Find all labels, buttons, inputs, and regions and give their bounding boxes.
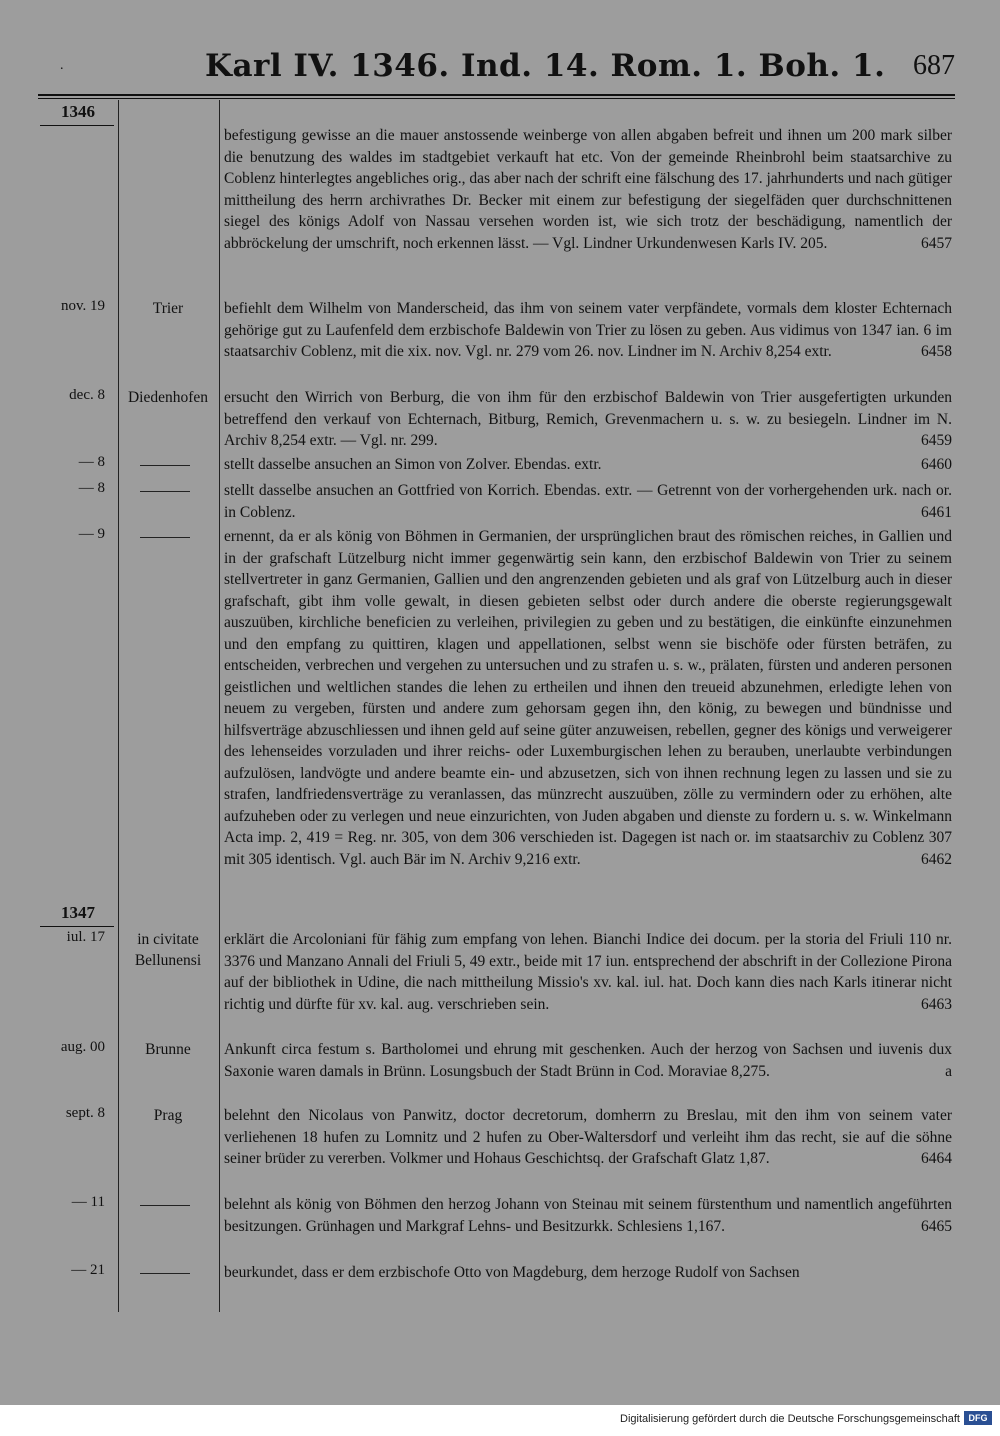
entry-text [224,125,952,254]
entry-place: Brunne [145,1041,191,1058]
entry-text [224,1105,952,1170]
entry-place: Trier [152,300,184,317]
entry-body: erklärt die Arcoloniani für fähig zum empfang von lehen. Bianchi Indice dei docum. per la storia del Friuli 110 nr. 3376 und Manzano Annali del Friuli 5, 49 extr., beide mit 17 iun. entsprechend der abschrift in der Collezione Pirona auf der bibliothek in Udine, die nach mittheilung Missio's xv. kal. iul. hat. Doch kann dies nach Karls itinerar nicht richtig und dürfte für xv. kal. aug. verschrieben sein. [224,931,952,1013]
entry-text [224,454,952,476]
header-rule-thin [38,98,955,99]
entry-body: stellt dasselbe ansuchen an Gottfried von Korrich. Ebendas. extr. — Getrennt von der vorhergehenden urk. nach or. in Coblenz. [224,482,952,521]
entry-text [224,298,952,363]
entry-number: 6459 [921,432,952,449]
entry-body: befestigung gewisse an die mauer anstossende weinberge von allen abgaben befreit und ihnen um 200 mark silber die benutzung des waldes im stadtgebiet verkauft hat etc. Von der gemeinde Rheinbrohl beim staatsarchive zu Coblenz hinterlegtes angebliches orig., das aber nach der schrift eine fälschung des 17. jahrhunderts und nach gütiger mittheilung des herrn archivrathes Dr. Becker mit einem zur befestigung der siegelfäden quer durchschnittenen siegel des königs Adolf von Nassau versehen worden ist, wie sich trotz der beschädigung, namentlich der abbröckelung der umschrift, noch erkennen lässt. — Vgl. Lindner Urkundenwesen Karls IV. 205. [224,127,952,252]
entry-body: stellt dasselbe ansuchen an Simon von Zolver. Ebendas. extr. [224,456,602,473]
entry-body: ersucht den Wirrich von Berburg, die von ihm für den erzbischof Baldewin von Trier ausgefertigten urkunden betreffend den verkauf von Echternach, Bitburg, Remich, Grevenmachern u. s. w. zu besiegeln. Lindner im N. Archiv 8,254 extr. — Vgl. nr. 299. [224,389,952,449]
year-label: 1346 [61,102,95,121]
entry-number: 6465 [921,1217,952,1235]
entry-body: belehnt als könig von Böhmen den herzog Johann von Steinau mit seinem fürstenthum und namentlich angeführten besitzungen. Grünhagen und Markgraf Lehns- und Besitzurkk. Schlesiens 1,167. [224,1196,952,1235]
entry-number: a [945,1062,952,1080]
place-ditto-dash [140,537,190,538]
entry-body: ernennt, da er als könig von Böhmen in Germanien, der ursprünglichen braut des römischen reiches, in Gallien und in der grafschaft Lützelburg nicht immer gegenwärtig sein kann, den erzbischof Baldewin von Trier zu seinem stellvertreter in ganz Germanien, Gallien und den angrenzenden gebieten und als graf von Lützelburg auch in dieser grafschaft, gibt ihm volle gewalt, in diesen gebieten selbst oder durch andere die oberste regierungsgewalt auszuüben, kirchliche beneficien zu verleihen, privilegien zu geben und zu bestätigen, die einkünfte einzunehmen und den empfang zu quittiren, klagen und appellationen, selbst wenn sie bischöfe oder fürsten beträfen, zu entscheiden, verbrechen und vergehen zu untersuchen und zu strafen u. s. w., prälaten, fürsten und anderen personen geistlichen und weltlichen standes die lehen zu ertheilen und ihnen den treueid abzunehmen, erledigte lehen von neuem zu vergeben, fürsten und andere zum gehorsam gegen ihn, den könig, zu bewegen und bündnisse und hilfsverträge abzuschliessen und ihnen geld auf seine güter anzuweisen, rebellen, gegner des königs und verweigerer des lehenseides vorzuladen und ihrer reichs- oder Luxemburgischen lehen zu berauben, unerlaubte verbindungen aufzulösen, landvögte und andere beamte ein- und abzusetzen, sich von ihnen rechnung legen zu lassen und sie zu strafen, landfriedensverträge zu veranlassen, das münzrecht auszuüben, zölle zu vermindern oder zu erhöhen, alte aufzuheben oder zu verlegen und neue einzurichten, von Juden abgaben und dienste zu fordern u. s. w. Winkelmann Acta imp. 2, 419 = Reg. nr. 305, von dem 306 verschieden ist. Dagegen ist nach or. im staatsarchiv zu Coblenz 307 mit 305 identisch. Vgl. auch Bär im N. Archiv 9,216 extr. [224,528,952,868]
entry-body: beurkundet, dass er dem erzbischofe Otto von Magdeburg, dem herzoge Rudolf von Sachsen [224,1264,800,1281]
entry-number: 6464 [921,1150,952,1167]
entry-date: — 11 [71,1194,105,1210]
entry-text [224,480,952,523]
column-rule [118,100,119,1312]
entry-number: 6457 [921,234,952,252]
running-title: Karl IV. 1346. Ind. 14. Rom. 1. Boh. 1. [205,48,886,84]
entry-date: — 8 [78,480,105,496]
entry-number: 6462 [921,850,952,868]
place-ditto-dash [140,465,190,466]
entry-text [224,1039,952,1082]
page-number: 687 [913,50,955,81]
year-label: 1347 [61,903,95,922]
entry-body: belehnt den Nicolaus von Panwitz, doctor decretorum, domherrn zu Breslau, mit den ihm von seinem vater verliehenen 18 hufen zu Lomnitz und 2 hufen zu Ober-Waltersdorf und verleiht ihm das recht, sie auf die söhne seiner brüder zu vererben. Volkmer und Hohaus Geschichtsq. der Grafschaft Glatz 1,87. [224,1107,952,1167]
entry-text [224,387,952,452]
entry-date: — 8 [78,454,105,470]
entry-text [224,526,952,870]
entry-date: dec. 8 [69,387,105,403]
entry-place: in civitate Bellunensi [134,931,202,969]
entry-date: nov. 19 [60,298,105,314]
entry-body: Ankunft circa festum s. Bartholomei und ehrung mit geschenken. Auch der herzog von Sachsen und iuvenis dux Saxonie waren damals in Brünn. Losungsbuch der Stadt Brünn in Cod. Moraviae 8,275. [224,1041,952,1080]
column-rule [219,100,220,1312]
page-header [0,48,1000,88]
entry-number: 6458 [921,343,952,360]
entry-date: iul. 17 [66,929,105,945]
entry-text [224,1262,952,1284]
entry-place: Prag [153,1107,183,1124]
header-dot: . [60,58,64,73]
digitization-footer [0,1405,1000,1436]
entry-number: 6463 [921,995,952,1013]
year-underline [40,125,114,126]
entry-date: — 9 [78,526,105,542]
entry-body: befiehlt dem Wilhelm von Manderscheid, das ihm von seinem vater verpfändete, vormals dem kloster Echternach gehörige gut zu Laufenfeld dem erzbischofe Baldewin von Trier zu lösen zu geben. Aus vidimus von 1347 ian. 6 im staatsarchiv Coblenz, mit die xix. nov. Vgl. nr. 279 vom 26. nov. Lindner im N. Archiv 8,254 extr. [224,300,952,360]
place-ditto-dash [140,491,190,492]
entry-text [224,929,952,1015]
entry-date: — 21 [71,1262,105,1278]
entry-date: aug. 00 [60,1039,105,1055]
dfg-logo: DFG [964,1411,992,1425]
entry-number: 6460 [921,456,952,473]
entry-place: Diedenhofen [127,389,209,406]
entry-date: sept. 8 [65,1105,105,1121]
entry-text [224,1194,952,1237]
entry-number: 6461 [921,503,952,521]
year-underline [40,926,114,927]
place-ditto-dash [140,1273,190,1274]
place-ditto-dash [140,1205,190,1206]
funding-notice: Digitalisierung gefördert durch die Deutsche Forschungsgemeinschaft [620,1413,960,1425]
header-rule [38,94,955,96]
